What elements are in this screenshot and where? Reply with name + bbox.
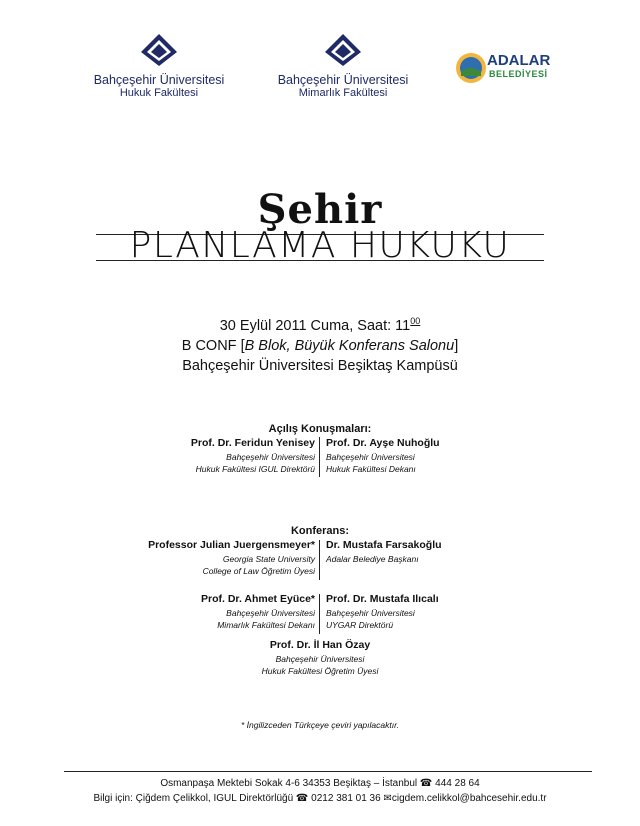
speaker-julian-juergensmeyer: Professor Julian Juergensmeyer* Georgia State University College of Law Öğretim Üyesi — [148, 539, 315, 576]
bau-logo-icon — [139, 32, 179, 68]
divider — [319, 540, 320, 580]
logo-line1: Bahçeşehir Üniversitesi — [277, 73, 409, 87]
speaker-feridun-yenisey: Prof. Dr. Feridun Yenisey Bahçeşehir Üniversitesi Hukuk Fakültesi IGUL Direktörü — [190, 437, 315, 474]
phone-icon: ☎ — [419, 778, 433, 789]
speaker-ahmet-eyuce: Prof. Dr. Ahmet Eyüce* Bahçeşehir Üniversitesi Mimarlık Fakültesi Dekanı — [201, 593, 315, 630]
speaker-mustafa-ilicali: Prof. Dr. Mustafa Ilıcalı Bahçeşehir Üniversitesi UYGAR Direktörü — [326, 593, 439, 630]
divider — [319, 437, 320, 477]
email-link[interactable]: cigdem.celikkol@bahcesehir.edu.tr — [391, 793, 547, 804]
title-sehir: Şehir — [257, 186, 383, 233]
speaker-ayse-nuhoglu: Prof. Dr. Ayşe Nuhoğlu Bahçeşehir Üniversitesi Hukuk Fakültesi Dekanı — [326, 437, 440, 474]
logo-line1: Bahçeşehir Üniversitesi — [93, 73, 225, 87]
envelope-icon: ✉ — [383, 793, 392, 804]
footer-contact: Bilgi için: Çiğdem Çelikkol, IGUL Direktörlüğü ☎ 0212 381 01 36 ✉cigdem.celikkol@bahcesehir.edu.tr — [93, 793, 547, 804]
bau-logo-icon — [323, 32, 363, 68]
speaker-il-han-ozay: Prof. Dr. İl Han Özay Bahçeşehir Üniversitesi Hukuk Fakültesi Öğretim Üyesi — [261, 639, 379, 676]
logo-mimarlik-fakultesi — [272, 32, 414, 100]
footer-address: Osmanpaşa Mektebi Sokak 4-6 34353 Beşiktaş – İstanbul ☎ 444 28 64 — [160, 778, 480, 789]
translation-note: * İngilizceden Türkçeye çeviri yapılacaktır. — [241, 720, 399, 730]
event-venue: B CONF [B Blok, Büyük Konferans Salonu] — [181, 338, 459, 354]
event-date-time: 30 Eylül 2011 Cuma, Saat: $11^{00}$ — [219, 316, 421, 334]
conference-heading: Konferans: — [290, 525, 350, 537]
time-superscript: 00 — [410, 316, 421, 326]
title-line2-text: PLANLAMA HUKUKU — [129, 225, 511, 266]
adalar-emblem-icon — [455, 52, 487, 84]
logo-line2: Mimarlık Fakültesi — [298, 87, 388, 99]
phone-icon: ☎ — [295, 793, 309, 804]
logo-adalar-belediyesi — [455, 50, 555, 86]
title-planlama-hukuku — [96, 226, 544, 266]
adalar-name: ADALAR — [487, 52, 551, 69]
adalar-sub: BELEDİYESİ — [489, 69, 548, 79]
footer-divider — [64, 771, 592, 772]
opening-heading: Açılış Konuşmaları: — [268, 423, 372, 435]
speaker-mustafa-farsakoglu: Dr. Mustafa Farsakoğlu Adalar Belediye Başkanı — [326, 539, 442, 564]
divider — [319, 594, 320, 634]
logo-hukuk-fakultesi — [88, 32, 230, 100]
event-campus: Bahçeşehir Üniversitesi Beşiktaş Kampüsü — [182, 358, 458, 374]
logo-line2: Hukuk Fakültesi — [119, 87, 199, 99]
